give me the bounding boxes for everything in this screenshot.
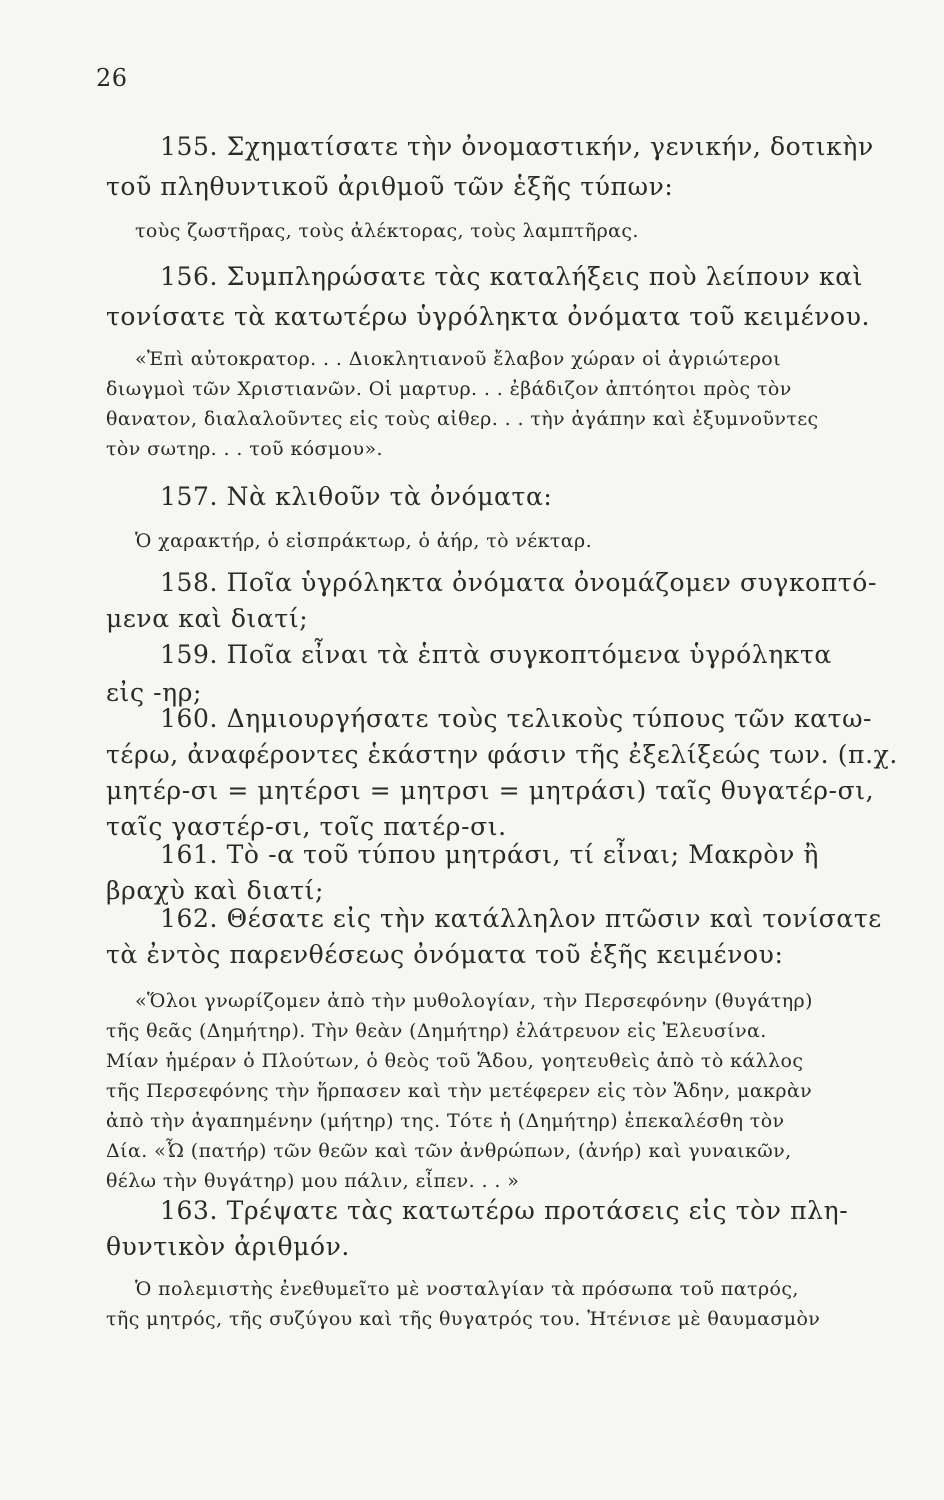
- exercise-156-text-2: διωγμοὶ τῶν Χριστιανῶν. Οἱ μαρτυρ. . . ἐβάδιζον ἀπτόητοι πρὸς τὸν: [106, 378, 792, 400]
- exercise-163-text-2: τῆς μητρός, τῆς συζύγου καὶ τῆς θυγατρός του. Ἠτένισε μὲ θαυμασμὸν: [106, 1308, 821, 1330]
- exercise-156-line-2: τονίσατε τὰ κατωτέρω ὑγρόληκτα ὀνόματα τοῦ κειμένου.: [106, 302, 871, 331]
- exercise-163-line-1: 163. Τρέψατε τὰς κατωτέρω προτάσεις εἰς τὸν πλη-: [160, 1196, 849, 1225]
- exercise-158-line-1: 158. Ποῖα ὑγρόληκτα ὀνόματα ὀνομάζομεν συγκοπτό-: [160, 568, 877, 597]
- exercise-159-line-2: εἰς -ηρ;: [106, 678, 203, 707]
- exercise-157-line-1: 157. Νὰ κλιθοῦν τὰ ὀνόματα:: [160, 482, 553, 511]
- page-number: 26: [96, 64, 128, 92]
- exercise-160-line-3: μητέρ-σι = μητέρσι = μητρσι = μητράσι) ταῖς θυγατέρ-σι,: [106, 776, 875, 805]
- exercise-161-line-2: βραχὺ καὶ διατί;: [106, 876, 324, 905]
- exercise-155-line-1: 155. Σχηματίσατε τὴν ὀνομαστικήν, γενικήν, δοτικὴν: [160, 132, 874, 161]
- exercise-156-text-4: τὸν σωτηρ. . . τοῦ κόσμου».: [106, 438, 383, 460]
- exercise-162-text-6: Δία. «Ὦ (πατήρ) τῶν θεῶν καὶ τῶν ἀνθρώπων, (ἀνήρ) καὶ γυναικῶν,: [106, 1140, 792, 1162]
- exercise-158-line-2: μενα καὶ διατί;: [106, 604, 309, 633]
- exercise-163-line-2: θυντικὸν ἀριθμόν.: [106, 1232, 350, 1261]
- exercise-160-line-1: 160. Δημιουργήσατε τοὺς τελικοὺς τύπους τῶν κατω-: [160, 704, 873, 733]
- exercise-162-line-1: 162. Θέσατε εἰς τὴν κατάλληλον πτῶσιν καὶ τονίσατε: [160, 904, 882, 933]
- exercise-161-line-1: 161. Τὸ -α τοῦ τύπου μητράσι, τί εἶναι; Μακρὸν ἢ: [160, 840, 819, 869]
- exercise-163-text-1: Ὁ πολεμιστὴς ἐνεθυμεῖτο μὲ νοσταλγίαν τὰ πρόσωπα τοῦ πατρός,: [135, 1278, 799, 1300]
- exercise-159-line-1: 159. Ποῖα εἶναι τὰ ἑπτὰ συγκοπτόμενα ὑγρόληκτα: [160, 640, 832, 669]
- exercise-160-line-2: τέρω, ἀναφέροντες ἑκάστην φάσιν τῆς ἐξελίξεώς των. (π.χ.: [106, 740, 898, 769]
- exercise-157-example: Ὁ χαρακτήρ, ὁ εἰσπράκτωρ, ὁ ἀήρ, τὸ νέκταρ.: [135, 530, 593, 552]
- exercise-162-text-1: «Ὅλοι γνωρίζομεν ἀπὸ τὴν μυθολογίαν, τὴν Περσεφόνην (θυγάτηρ): [135, 990, 813, 1012]
- exercise-155-example: τοὺς ζωστῆρας, τοὺς ἀλέκτορας, τοὺς λαμπτῆρας.: [135, 220, 639, 242]
- exercise-162-line-2: τὰ ἐντὸς παρενθέσεως ὀνόματα τοῦ ἑξῆς κειμένου:: [106, 940, 784, 969]
- exercise-162-text-4: τῆς Περσεφόνης τὴν ἥρπασεν καὶ τὴν μετέφερεν εἰς τὸν Ἅδην, μακρὰν: [106, 1080, 813, 1102]
- exercise-162-text-2: τῆς θεᾶς (Δημήτηρ). Τὴν θεὰν (Δημήτηρ) ἐλάτρευον εἰς Ἐλευσίνα.: [106, 1020, 767, 1042]
- exercise-162-text-5: ἀπὸ τὴν ἀγαπημένην (μήτηρ) της. Τότε ἡ (Δημήτηρ) ἐπεκαλέσθη τὸν: [106, 1110, 785, 1132]
- exercise-162-text-3: Μίαν ἡμέραν ὁ Πλούτων, ὁ θεὸς τοῦ Ἅδου, γοητευθεὶς ἀπὸ τὸ κάλλος: [106, 1050, 804, 1072]
- exercise-156-line-1: 156. Συμπληρώσατε τὰς καταλήξεις ποὺ λείπουν καὶ: [160, 262, 864, 291]
- exercise-160-line-4: ταῖς γαστέρ-σι, τοῖς πατέρ-σι.: [106, 812, 507, 841]
- exercise-155-line-2: τοῦ πληθυντικοῦ ἀριθμοῦ τῶν ἑξῆς τύπων:: [106, 172, 674, 201]
- exercise-156-text-1: «Ἐπὶ αὐτοκρατορ. . . Διοκλητιανοῦ ἔλαβον χώραν οἱ ἀγριώτεροι: [135, 348, 781, 370]
- exercise-156-text-3: θανατον, διαλαλοῦντες εἰς τοὺς αἰθερ. . . τὴν ἀγάπην καὶ ἐξυμνοῦντες: [106, 408, 819, 430]
- exercise-162-text-7: θέλω τὴν θυγάτηρ) μου πάλιν, εἶπεν. . . »: [106, 1170, 520, 1192]
